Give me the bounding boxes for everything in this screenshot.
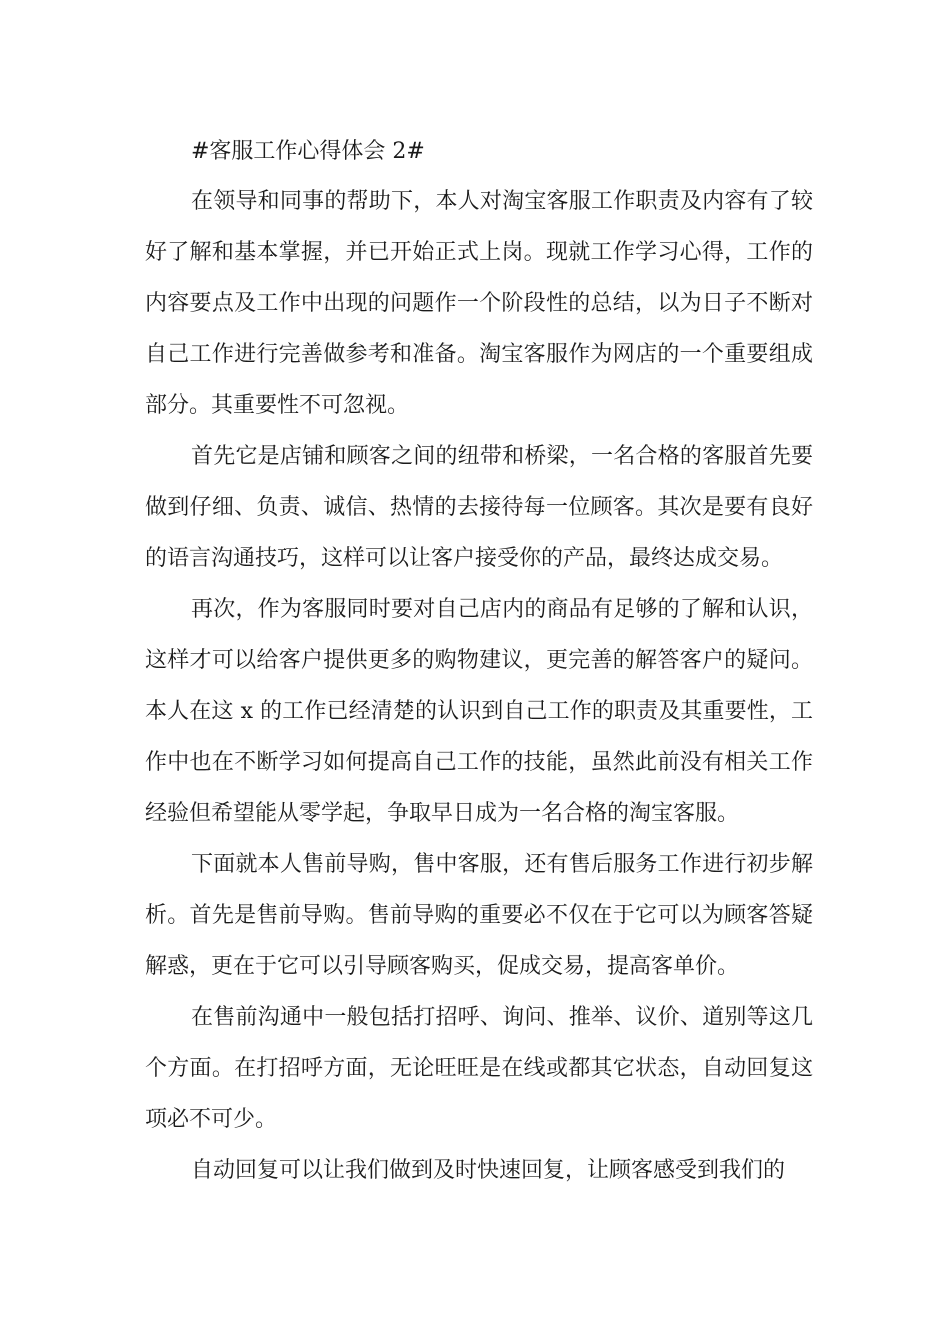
paragraph-4: 下面就本人售前导购，售中客服，还有售后服务工作进行初步解析。首先是售前导购。售前导购的重要必不仅在于它可以为顾客答疑解惑，更在于它可以引导顾客购买，促成交易，提高客单价。 [145, 852, 813, 979]
document-page [145, 128, 813, 1196]
paragraph-1: 在领导和同事的帮助下，本人对淘宝客服工作职责及内容有了较好了解和基本掌握，并已开始正式上岗。现就工作学习心得，工作的内容要点及工作中出现的问题作一个阶段性的总结，以为日子不断对自己工作进行完善做参考和准备。淘宝客服作为网店的一个重要组成部分。其重要性不可忽视。 [145, 189, 813, 418]
document-title: #客服工作心得体会 2# [191, 139, 425, 164]
paragraph-2: 首先它是店铺和顾客之间的纽带和桥梁，一名合格的客服首先要做到仔细、负责、诚信、热情的去接待每一位顾客。其次是要有良好的语言沟通技巧，这样可以让客户接受你的产品，最终达成交易。 [145, 444, 813, 571]
paragraph-3: 再次，作为客服同时要对自己店内的商品有足够的了解和认识，这样才可以给客户提供更多的购物建议，更完善的解答客户的疑问。本人在这 x 的工作已经清楚的认识到自己工作的职责及其重要性，工作中也在不断学习如何提高自己工作的技能，虽然此前没有相关工作经验但希望能从零学起，争取早日成为一名合格的淘宝客服。 [145, 597, 813, 826]
paragraph-6: 自动回复可以让我们做到及时快速回复，让顾客感受到我们的 [191, 1158, 786, 1183]
paragraph-5: 在售前沟通中一般包括打招呼、询问、推举、议价、道别等这几个方面。在打招呼方面，无论旺旺是在线或都其它状态，自动回复这项必不可少。 [145, 1005, 813, 1132]
